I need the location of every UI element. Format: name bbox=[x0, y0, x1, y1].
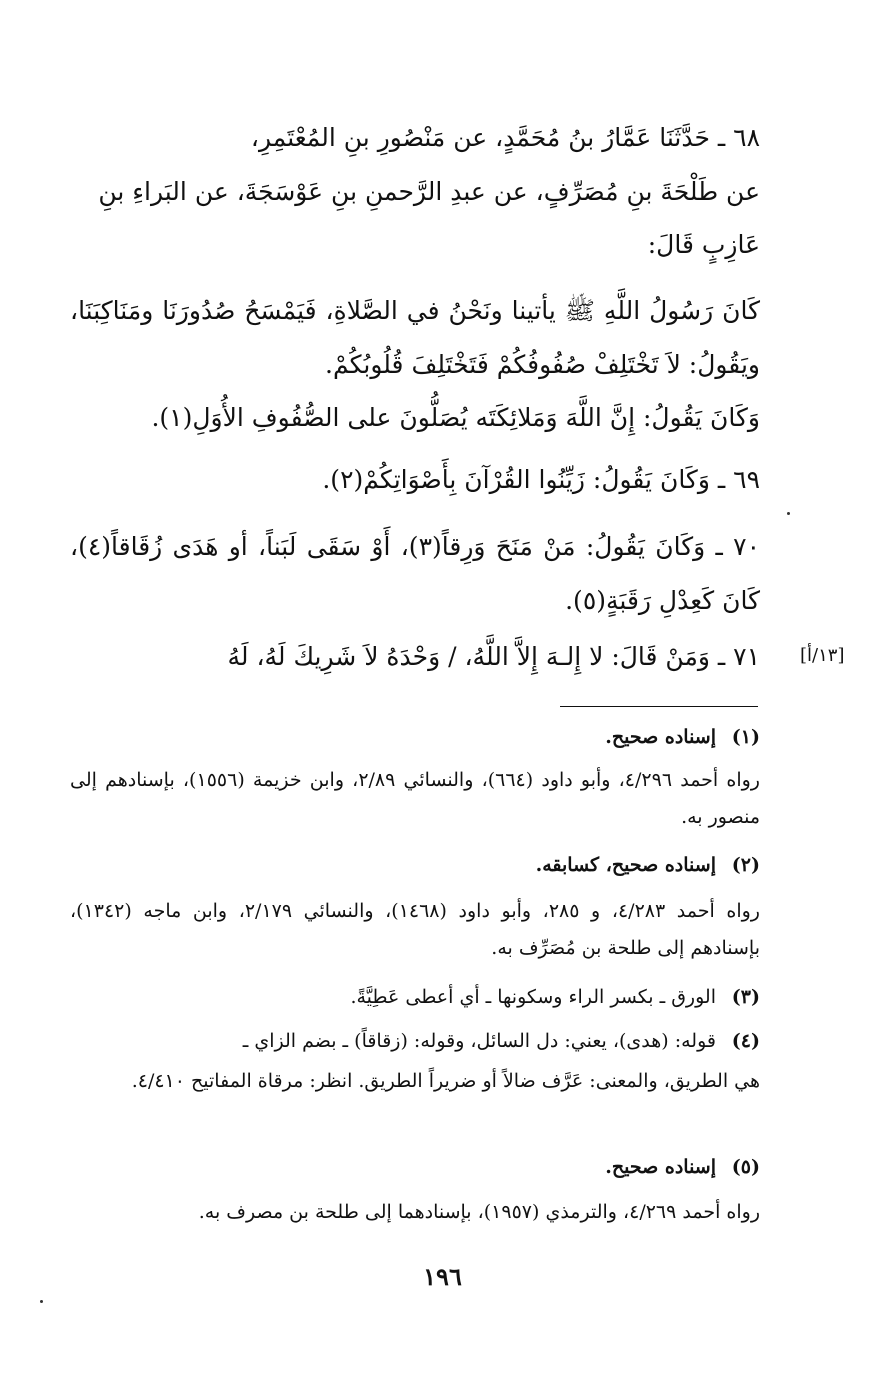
hadith-71: ٧١ ـ وَمَنْ قَالَ: لا إِلـهَ إِلاَّ اللَّهُ، / وَحْدَهُ لاَ شَرِيكَ لَهُ، لَهُ bbox=[227, 642, 760, 671]
scan-speck bbox=[40, 1300, 43, 1303]
hadith-68-text-2: وَكَانَ يَقُولُ: إِنَّ اللَّهَ وَمَلائِكَتَه يُصَلُّونَ على الصُّفُوفِ الأُوَلِ(١). bbox=[151, 403, 760, 432]
scan-speck bbox=[787, 512, 790, 515]
footnote-5-body: رواه أحمد ٤/٢٦٩، والترمذي (١٩٥٧)، بإسنادهما إلى طلحة بن مصرف به. bbox=[198, 1201, 760, 1223]
page-number: ١٩٦ bbox=[423, 1262, 462, 1291]
footnote-number: (٥) bbox=[731, 1156, 760, 1178]
hadith-68-line-1: ٦٨ ـ حَدَّثَنَا عَمَّارُ بنُ مُحَمَّدٍ، عن مَنْصُورِ بنِ المُعْتَمِرِ، bbox=[250, 123, 760, 152]
hadith-68-line-3: عَازِبٍ قَالَ: bbox=[647, 230, 760, 259]
footnote-5-head bbox=[70, 1152, 760, 1182]
footnote-3 bbox=[70, 982, 760, 1012]
manuscript-folio-marker: [١٣/أ] bbox=[800, 645, 845, 666]
hadith-68-line-2: عن طَلْحَةَ بنِ مُصَرِّفٍ، عن عبدِ الرَّحمنِ بنِ عَوْسَجَةَ، عن البَراءِ بنِ bbox=[98, 177, 760, 206]
footnote-grading: إسناده صحيح. bbox=[605, 726, 716, 748]
footnote-grading: إسناده صحيح، كسابقه. bbox=[535, 854, 716, 876]
hadith-68-text: كَانَ رَسُولُ اللَّهِ ﷺ يأتينا ونَحْنُ في الصَّلاةِ، فَيَمْسَحُ صُدُورَنَا ومَنَاكِبَنَا، ويَقُولُ: لاَ تَخْتَلِفْ صُفُوفُكُمْ فَتَخْتَلِفَ قُلُوبُكُمْ. bbox=[70, 296, 760, 379]
footnote-text: قوله: (هدى)، يعني: دل السائل، وقوله: (زقاقاً) ـ بضم الزاي ـ bbox=[242, 1030, 716, 1052]
footnote-number: (٣) bbox=[731, 986, 760, 1008]
footnote-number: (١) bbox=[731, 726, 760, 748]
footnote-4-body: هي الطريق، والمعنى: عَرَّف ضالاً أو ضريراً الطريق. انظر: مرقاة المفاتيح ٤/٤١٠. bbox=[131, 1070, 760, 1092]
footnote-2-head bbox=[70, 850, 760, 880]
footnote-number: (٢) bbox=[731, 854, 760, 876]
footnote-2-body: رواه أحمد ٤/٢٨٣، و ٢٨٥، وأبو داود (١٤٦٨)، والنسائي ٢/١٧٩، وابن ماجه (١٣٤٢)، بإسنادهم إلى طلحة بن مُصَرِّف به. bbox=[70, 900, 760, 959]
footnote-grading: إسناده صحيح. bbox=[605, 1156, 716, 1178]
footnote-text: الورق ـ بكسر الراء وسكونها ـ أي أعطى عَطِيَّةً. bbox=[350, 986, 716, 1008]
footnote-1-body: رواه أحمد ٤/٢٩٦، وأبو داود (٦٦٤)، والنسائي ٢/٨٩، وابن خزيمة (١٥٥٦)، بإسنادهم إلى منصور به. bbox=[70, 769, 760, 828]
hadith-69: ٦٩ ـ وَكَانَ يَقُولُ: زَيِّنُوا القُرْآنَ بِأَصْوَاتِكُمْ(٢). bbox=[322, 465, 760, 494]
footnote-4-head bbox=[70, 1026, 760, 1056]
footnote-number: (٤) bbox=[731, 1030, 760, 1052]
footnote-divider bbox=[560, 706, 758, 707]
hadith-70: ٧٠ ـ وَكَانَ يَقُولُ: مَنْ مَنَحَ وَرِقاً(٣)، أَوْ سَقَى لَبَناً، أو هَدَى زُقَاقاً(٤)، كَانَ كَعِدْلِ رَقَبَةٍ(٥). bbox=[70, 532, 761, 615]
footnote-1-head bbox=[70, 722, 760, 752]
